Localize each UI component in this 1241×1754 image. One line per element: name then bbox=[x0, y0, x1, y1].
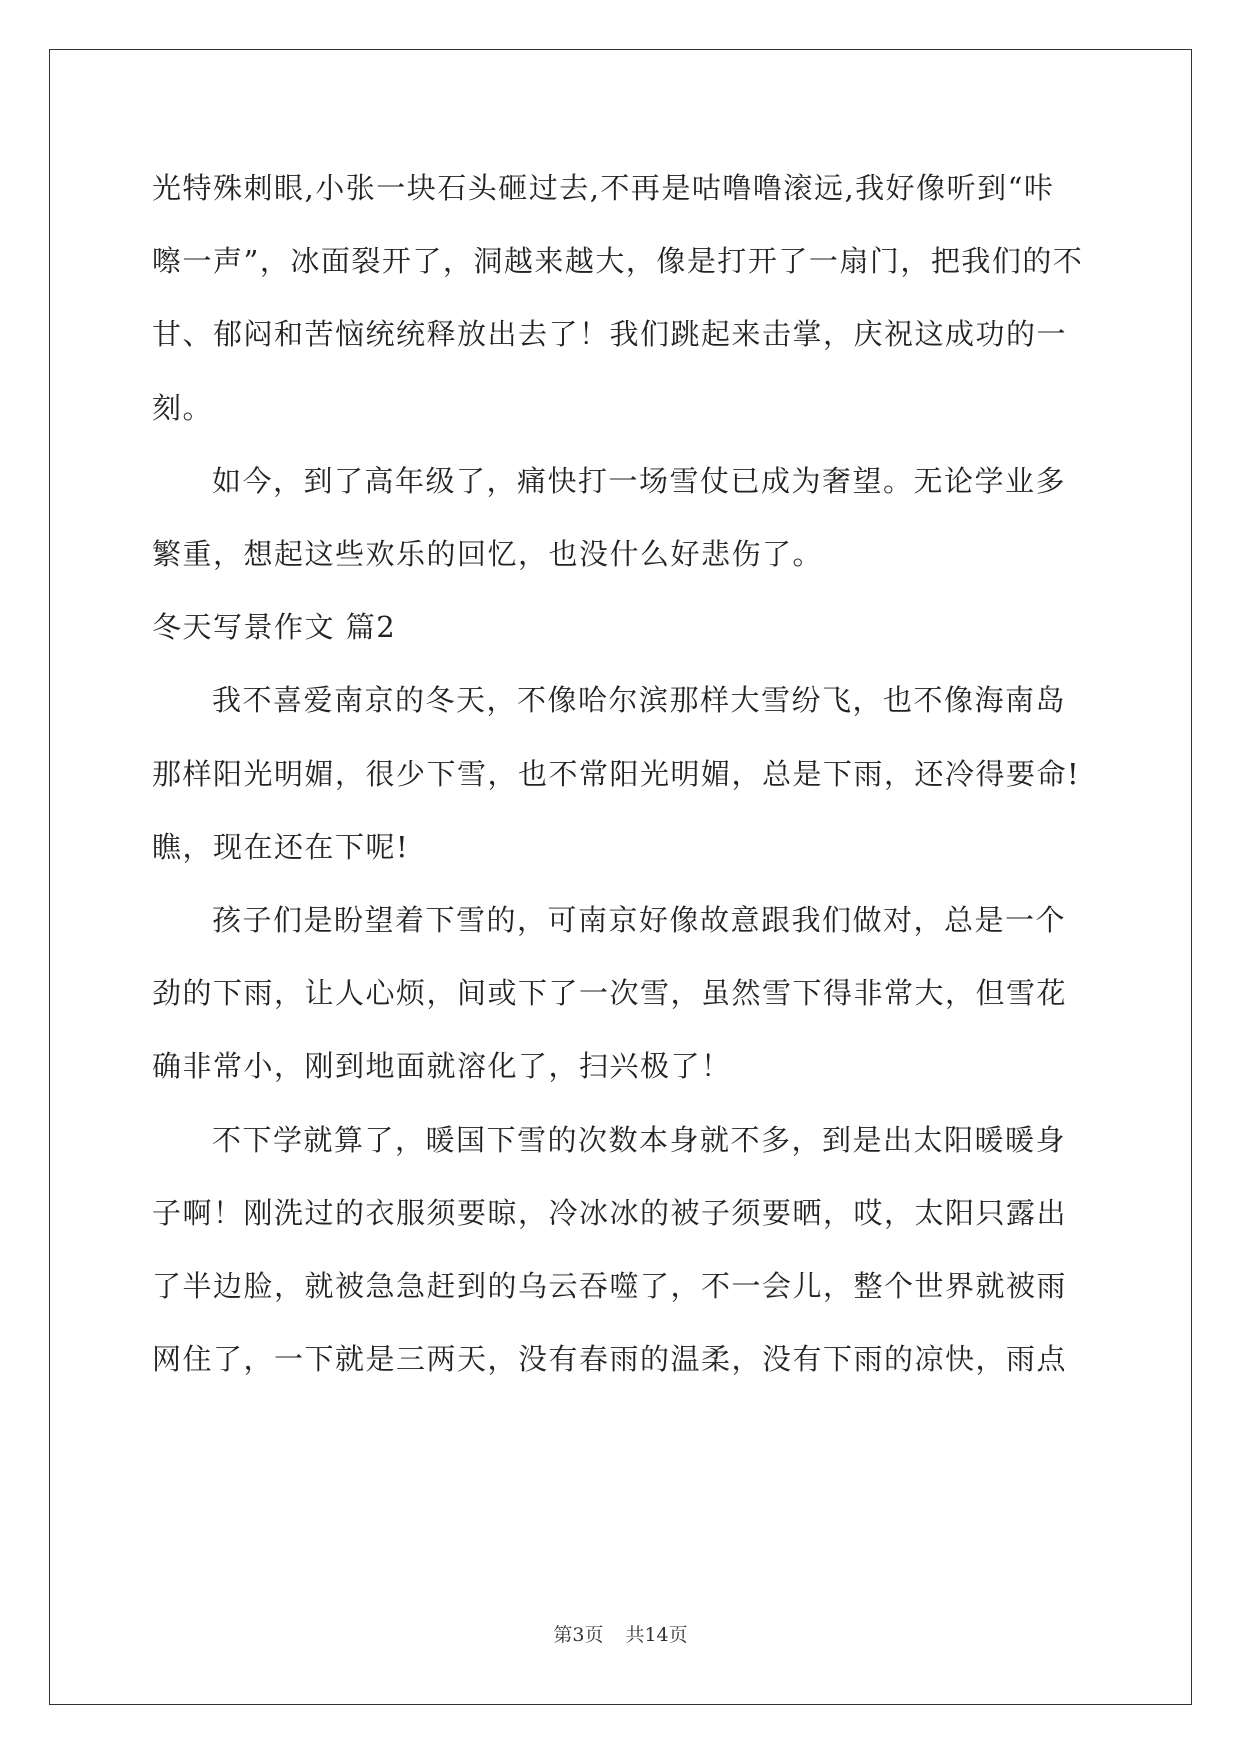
paragraph-start: 不下学就算了，暖国下雪的次数本身就不多，到是出太阳暖暖身 bbox=[212, 1123, 1067, 1157]
text-line: 子啊！刚洗过的衣服须要晾，冷冰冰的被子须要晒，哎，太阳只露出 bbox=[152, 1196, 1068, 1230]
paragraph-start: 如今，到了高年级了，痛快打一场雪仗已成为奢望。无论学业多 bbox=[212, 464, 1067, 498]
paragraph-start: 我不喜爱南京的冬天，不像哈尔滨那样大雪纷飞，也不像海南岛 bbox=[212, 683, 1067, 717]
text-line: 劲的下雨，让人心烦，间或下了一次雪，虽然雪下得非常大，但雪花 bbox=[152, 976, 1068, 1010]
text-line: 那样阳光明媚，很少下雪，也不常阳光明媚，总是下雨，还冷得要命! bbox=[152, 757, 1081, 791]
page-border bbox=[49, 49, 1192, 1705]
text-line: 刻。 bbox=[152, 391, 214, 425]
text-line: 网住了，一下就是三两天，没有春雨的温柔，没有下雨的凉快，雨点 bbox=[152, 1342, 1068, 1376]
text-line: 繁重，想起这些欢乐的回忆，也没什么好悲伤了。 bbox=[152, 537, 824, 571]
paragraph-start: 孩子们是盼望着下雪的，可南京好像故意跟我们做对，总是一个 bbox=[212, 903, 1067, 937]
text-line: 确非常小，刚到地面就溶化了，扫兴极了！ bbox=[152, 1049, 732, 1083]
text-line: 了半边脸，就被急急赶到的乌云吞噬了，不一会儿，整个世界就被雨 bbox=[152, 1269, 1068, 1303]
text-line: 瞧，现在还在下呢! bbox=[152, 830, 410, 864]
page-number: 第3页 bbox=[553, 1624, 604, 1646]
section-heading: 冬天写景作文 篇2 bbox=[152, 610, 397, 644]
page-footer bbox=[0, 1620, 1241, 1647]
text-line: 光特殊刺眼,小张一块石头砸过去,不再是咕噜噜滚远,我好像听到“咔 bbox=[152, 171, 1055, 205]
page-total: 共14页 bbox=[625, 1624, 688, 1646]
text-line: 甘、郁闷和苦恼统统释放出去了！我们跳起来击掌，庆祝这成功的一 bbox=[152, 317, 1068, 351]
text-line: 嚓一声”，冰面裂开了，洞越来越大，像是打开了一扇门，把我们的不 bbox=[152, 244, 1084, 278]
